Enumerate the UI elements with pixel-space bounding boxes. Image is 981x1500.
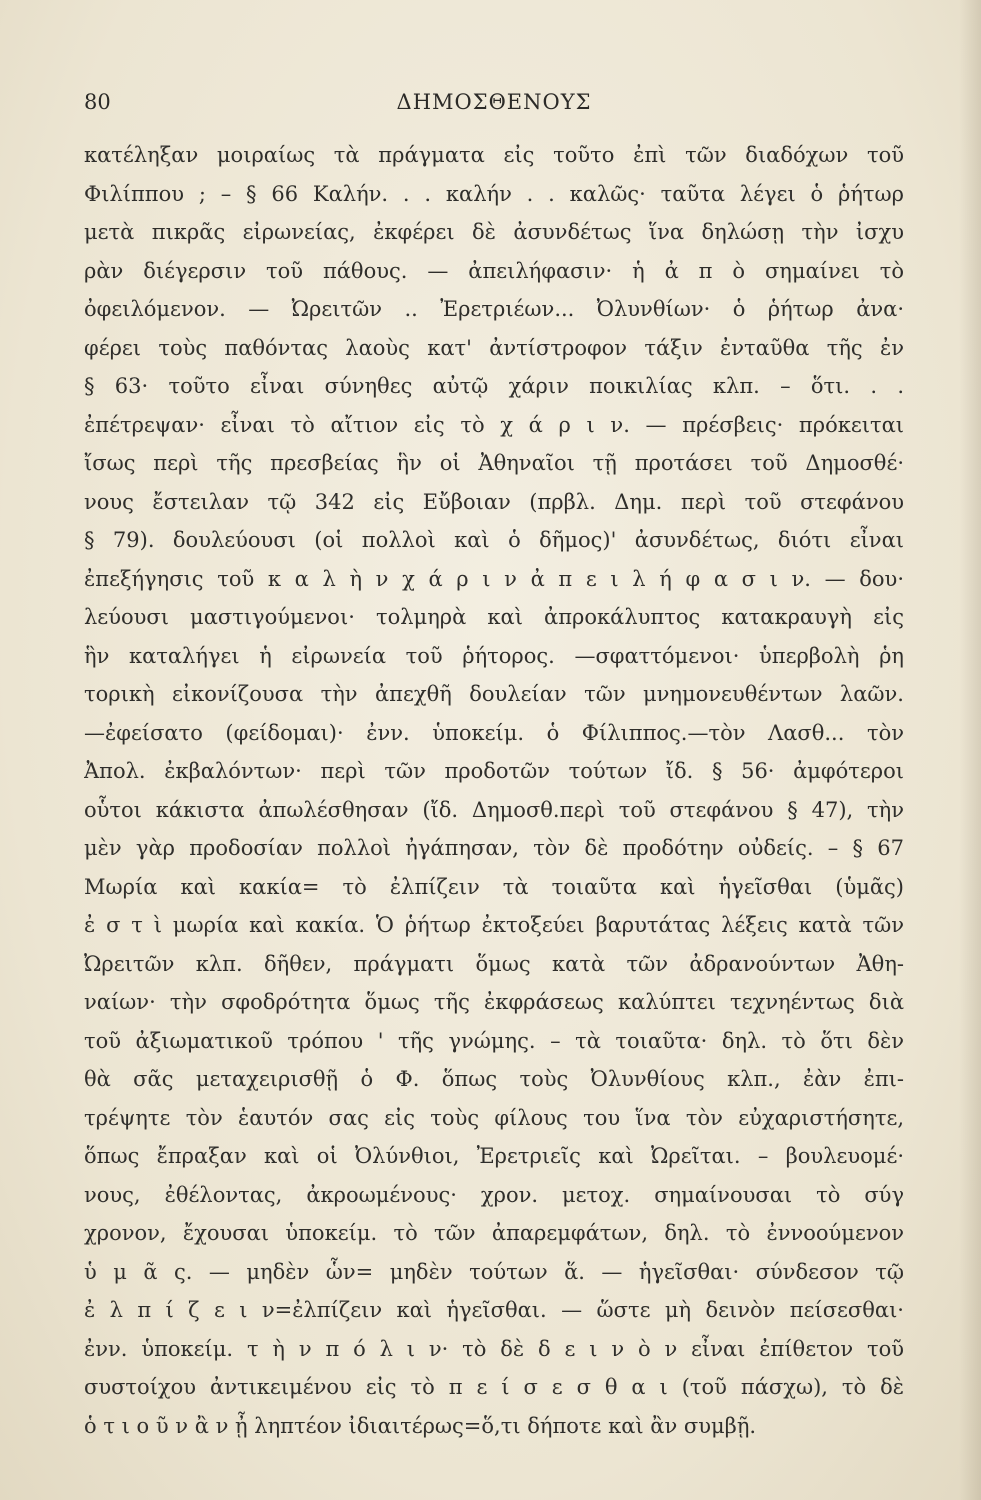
text-line: Ὠρειτῶν κλπ. δῆθεν, πράγματι ὅμως κατὰ τῶν ἀδρανούντων Ἀθη-	[84, 951, 904, 976]
text-line: ἐ λ π ί ζ ε ι ν=ἐλπίζειν καὶ ἡγεῖσθαι. — ὥστε μὴ δεινὸν πείσεσθαι·	[84, 1298, 904, 1322]
text-line: μὲν γὰρ προδοσίαν πολλοὶ ἠγάπησαν, τὸν δὲ προδότην οὐδείς. – § 67	[84, 836, 904, 860]
text-line: θὰ σᾶς μεταχειρισθῇ ὁ Φ. ὅπως τοὺς Ὀλυνθίους κλπ., ἐὰν ἐπι-	[84, 1067, 904, 1091]
text-line: κατέληξαν μοιραίως τὰ πράγματα εἰς τοῦτο ἐπὶ τῶν διαδόχων τοῦ	[84, 143, 904, 167]
text-line: ὁ τ ι ο ῦ ν ἂ ν ᾖ ληπτέον ἰδιαιτέρως=ὅ,τι δήποτε καὶ ἂν συμβῇ.	[84, 1413, 757, 1438]
text-line: ναίων· τὴν σφοδρότητα ὅμως τῆς ἐκφράσεως καλύπτει τεχνηέντως διὰ	[84, 990, 904, 1014]
text-line: οὗτοι κάκιστα ἀπωλέσθησαν (ἴδ. Δημοσθ.περὶ τοῦ στεφάνου § 47), τὴν	[84, 797, 904, 822]
text-line: ἐπεξήγησις τοῦ κ α λ ὴ ν χ ά ρ ι ν ἀ π ε ι λ ή φ α σ ι ν. — δου·	[84, 566, 904, 591]
text-line: ἴσως περὶ τῆς πρεσβείας ἣν οἱ Ἀθηναῖοι τῇ προτάσει τοῦ Δημοσθέ·	[84, 451, 904, 475]
text-line: νους, ἐθέλοντας, ἀκροωμένους· χρον. μετοχ. σημαίνουσαι τὸ σύγ	[84, 1182, 904, 1207]
text-line: ἐνν. ὑποκείμ. τ ὴ ν π ό λ ι ν· τὸ δὲ δ ε ι ν ὸ ν εἶναι ἐπίθετον τοῦ	[84, 1336, 904, 1361]
text-line: ὅπως ἔπραξαν καὶ οἱ Ὀλύνθιοι, Ἐρετριεῖς καὶ Ὠρεῖται. – βουλευομέ·	[84, 1144, 904, 1168]
text-line: § 79). δουλεύουσι (οἱ πολλοὶ καὶ ὁ δῆμος)' ἀσυνδέτως, διότι εἶναι	[84, 528, 904, 552]
text-line: τορικὴ εἰκονίζουσα τὴν ἀπεχθῆ δουλείαν τῶν μνημονευθέντων λαῶν.	[84, 682, 904, 706]
text-line: Φιλίππου ; – § 66 Καλήν. . . καλήν . . καλῶς· ταῦτα λέγει ὁ ῥήτωρ	[84, 181, 904, 206]
commentary-text	[84, 136, 904, 1445]
text-line: νους ἔστειλαν τῷ 342 εἰς Εὔβοιαν (πρβλ. Δημ. περὶ τοῦ στεφάνου	[84, 489, 904, 514]
text-line: τοῦ ἀξιωματικοῦ τρόπου ' τῆς γνώμης. – τὰ τοιαῦτα· δηλ. τὸ ὅτι δὲν	[84, 1028, 904, 1053]
text-line: μετὰ πικρᾶς εἰρωνείας, ἐκφέρει δὲ ἀσυνδέτως ἵνα δηλώσῃ τὴν ἰσχυ	[84, 220, 904, 244]
text-line: ὀφειλόμενον. — Ὠρειτῶν .. Ἐρετριέων... Ὀλυνθίων· ὁ ῥήτωρ ἀνα·	[84, 297, 904, 321]
text-line: Ἀπολ. ἐκβαλόντων· περὶ τῶν προδοτῶν τούτων ἴδ. § 56· ἀμφότεροι	[84, 759, 904, 783]
text-line: Μωρία καὶ κακία= τὸ ἐλπίζειν τὰ τοιαῦτα καὶ ἡγεῖσθαι (ὑμᾶς)	[84, 874, 904, 899]
text-line: —ἐφείσατο (φείδομαι)· ἐνν. ὑποκείμ. ὁ Φίλιππος.—τὸν Λασθ... τὸν	[84, 720, 904, 745]
text-line: ἣν καταλήγει ἡ εἰρωνεία τοῦ ῥήτορος. —σφαττόμενοι· ὑπερβολὴ ῥη	[84, 643, 904, 668]
page-number: 80	[84, 90, 111, 114]
text-line: συστοίχου ἀντικειμένου εἰς τὸ π ε ί σ ε σ θ α ι (τοῦ πάσχω), τὸ δὲ	[84, 1375, 904, 1399]
text-line: λεύουσι μαστιγούμενοι· τολμηρὰ καὶ ἀπροκάλυπτος κατακραυγὴ εἰς	[84, 605, 904, 629]
page-header	[84, 90, 904, 120]
text-line: φέρει τοὺς παθόντας λαοὺς κατ' ἀντίστροφον τάξιν ἐνταῦθα τῆς ἐν	[84, 335, 904, 360]
text-line: τρέψητε τὸν ἑαυτόν σας εἰς τοὺς φίλους του ἵνα τὸν εὐχαριστήσητε,	[84, 1105, 904, 1130]
text-line: ὑ μ ᾶ ς. — μηδὲν ὧν= μηδὲν τούτων ἅ. — ἡγεῖσθαι· σύνδεσον τῷ	[84, 1259, 904, 1284]
text-line: ρὰν διέγερσιν τοῦ πάθους. — ἀπειλήφασιν· ἡ ἀ π ὸ σημαίνει τὸ	[84, 258, 904, 283]
text-line: § 63· τοῦτο εἶναι σύνηθες αὐτῷ χάριν ποικιλίας κλπ. – ὅτι. . .	[84, 374, 904, 398]
page-edge-shadow	[959, 0, 981, 1500]
running-title: ΔΗΜΟΣΘΕΝΟΥΣ	[396, 90, 592, 114]
text-line: χρονον, ἔχουσαι ὑποκείμ. τὸ τῶν ἀπαρεμφάτων, δηλ. τὸ ἐννοούμενον	[84, 1221, 904, 1245]
text-line: ἐπέτρεψαν· εἶναι τὸ αἴτιον εἰς τὸ χ ά ρ ι ν. — πρέσβεις· πρόκειται	[84, 412, 904, 437]
text-line: ἐ σ τ ὶ μωρία καὶ κακία. Ὁ ῥήτωρ ἐκτοξεύει βαρυτάτας λέξεις κατὰ τῶν	[84, 913, 904, 937]
